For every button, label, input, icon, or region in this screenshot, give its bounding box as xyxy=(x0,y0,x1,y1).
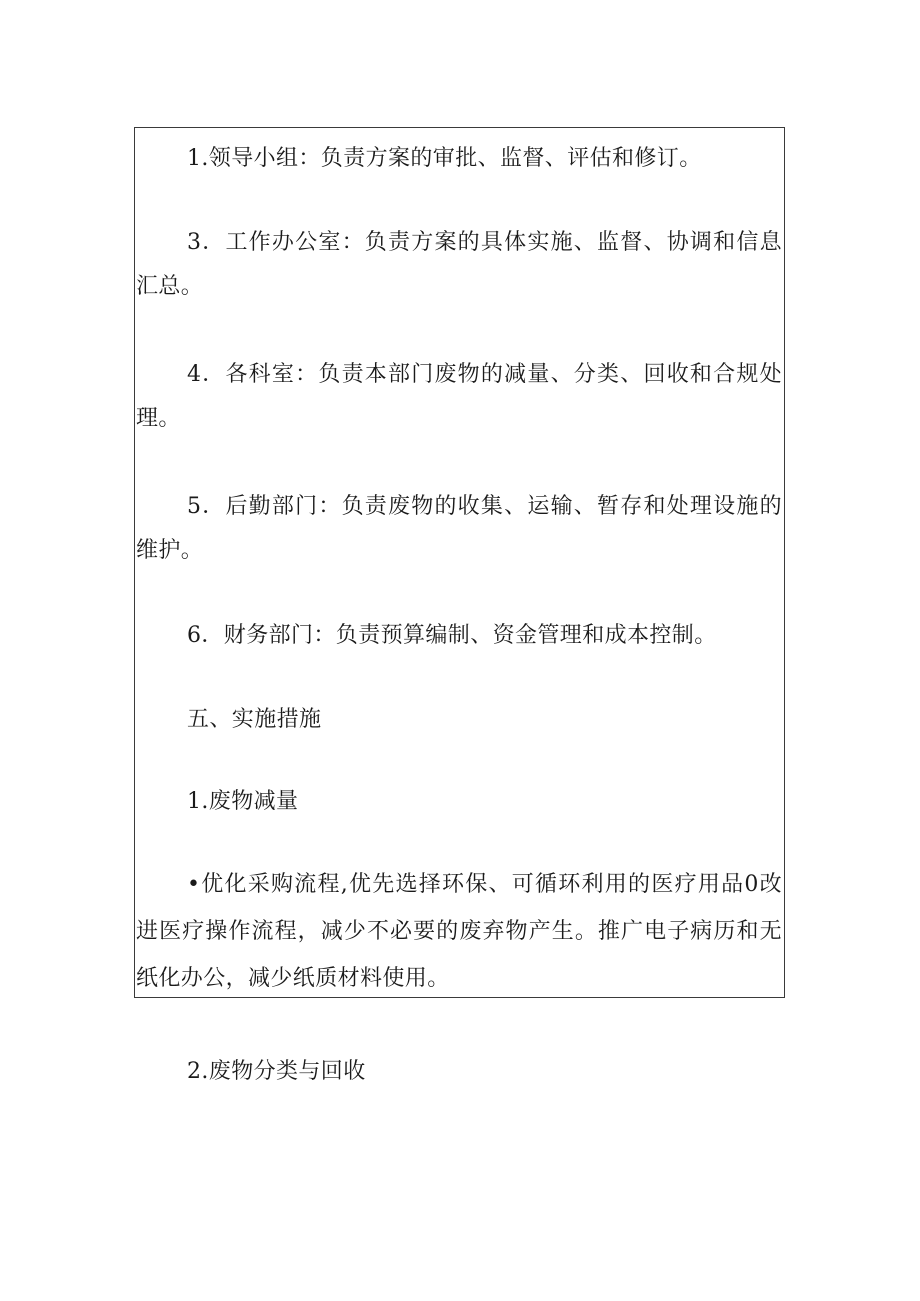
section-heading-implementation: 五、实施措施 xyxy=(187,707,322,732)
subheading-waste-reduction: 1.废物减量 xyxy=(187,789,299,814)
paragraph-logistics: 5．后勤部门：负责废物的收集、运输、暂存和处理设施的维护。 xyxy=(136,494,782,563)
paragraph-reduction-measures: •优化采购流程,优先选择环保、可循环利用的医疗用品0改进医疗操作流程，减少不必要的废弃物产生。推广电子病历和无纸化办公，减少纸质材料使用。 xyxy=(136,872,782,991)
paragraph-departments: 4．各科室：负责本部门废物的减量、分类、回收和合规处理。 xyxy=(136,362,782,431)
paragraph-work-office: 3．工作办公室：负责方案的具体实施、监督、协调和信息汇总。 xyxy=(136,230,782,299)
subheading-waste-classification: 2.废物分类与回收 xyxy=(187,1059,366,1084)
paragraph-leadership-group: 1.领导小组：负责方案的审批、监督、评估和修订。 xyxy=(187,146,702,171)
paragraph-finance: 6．财务部门：负责预算编制、资金管理和成本控制。 xyxy=(187,623,717,648)
